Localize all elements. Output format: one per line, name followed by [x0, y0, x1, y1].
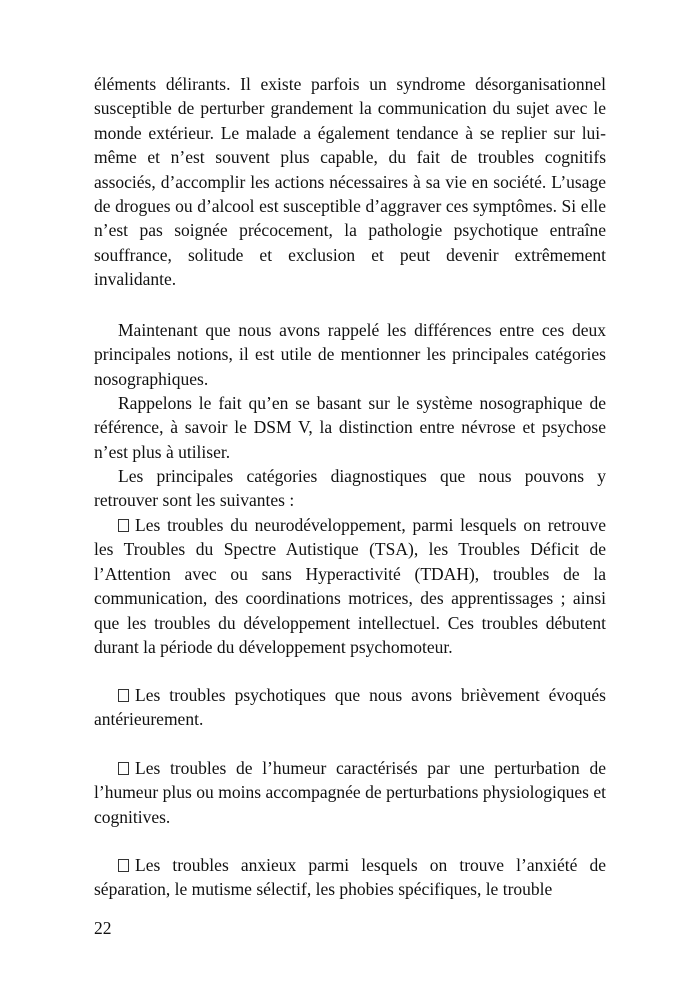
bullet-box-icon	[118, 859, 129, 872]
bullet-box-icon	[118, 762, 129, 775]
list-item-anxiety	[94, 853, 606, 902]
paragraph-dsm-v: Rappelons le fait qu’en se basant sur le système nosographique de référence, à savoir le DSM V, la distinction entre névrose et psychose n’est plus à utiliser.	[94, 393, 606, 462]
list-item-psychotic	[94, 683, 606, 732]
list-item-text: Les troubles anxieux parmi lesquels on trouve l’anxiété de séparation, le mutisme sélectif, les phobies spécifiques, le trouble	[94, 855, 606, 900]
paragraph-categories-intro: Maintenant que nous avons rappelé les différences entre ces deux principales notions, il est utile de mentionner les principales catégories nosographiques.	[94, 320, 606, 389]
list-item-neurodevelopment	[94, 513, 606, 659]
list-item-mood	[94, 756, 606, 829]
bullet-box-icon	[118, 519, 129, 532]
list-item-text: Les troubles du neurodéveloppement, parmi lesquels on retrouve les Troubles du Spectre Autistique (TSA), les Troubles Déficit de l’Attention avec ou sans Hyperactivité (TDAH), troubles de la communication, des coordinations motrices, des apprentissages ; ainsi que les troubles du développement intellectuel. Ces troubles débutent durant la période du développement psychomoteur.	[94, 515, 606, 658]
list-item-text: Les troubles de l’humeur caractérisés par une perturbation de l’humeur plus ou moins accompagnée de perturbations physiologiques et cognitives.	[94, 758, 606, 827]
paragraph-diagnostic-categories: Les principales catégories diagnostiques que nous pouvons y retrouver sont les suivantes :	[94, 466, 606, 511]
bullet-box-icon	[118, 689, 129, 702]
list-item-text: Les troubles psychotiques que nous avons brièvement évoqués antérieurement.	[94, 685, 606, 730]
page-number: 22	[94, 918, 112, 938]
paragraph-psychosis-description: éléments délirants. Il existe parfois un syndrome désorganisationnel susceptible de perturber grandement la communication du sujet avec le monde extérieur. Le malade a également tendance à se replier sur lui-même et n’est souvent plus capable, du fait de troubles cognitifs associés, d’accomplir les actions nécessaires à sa vie en société. L’usage de drogues ou d’alcool est susceptible d’aggraver ces symptômes. Si elle n’est pas soignée précocement, la pathologie psychotique entraîne souffrance, solitude et exclusion et peut devenir extrêmement invalidante.	[94, 74, 606, 290]
